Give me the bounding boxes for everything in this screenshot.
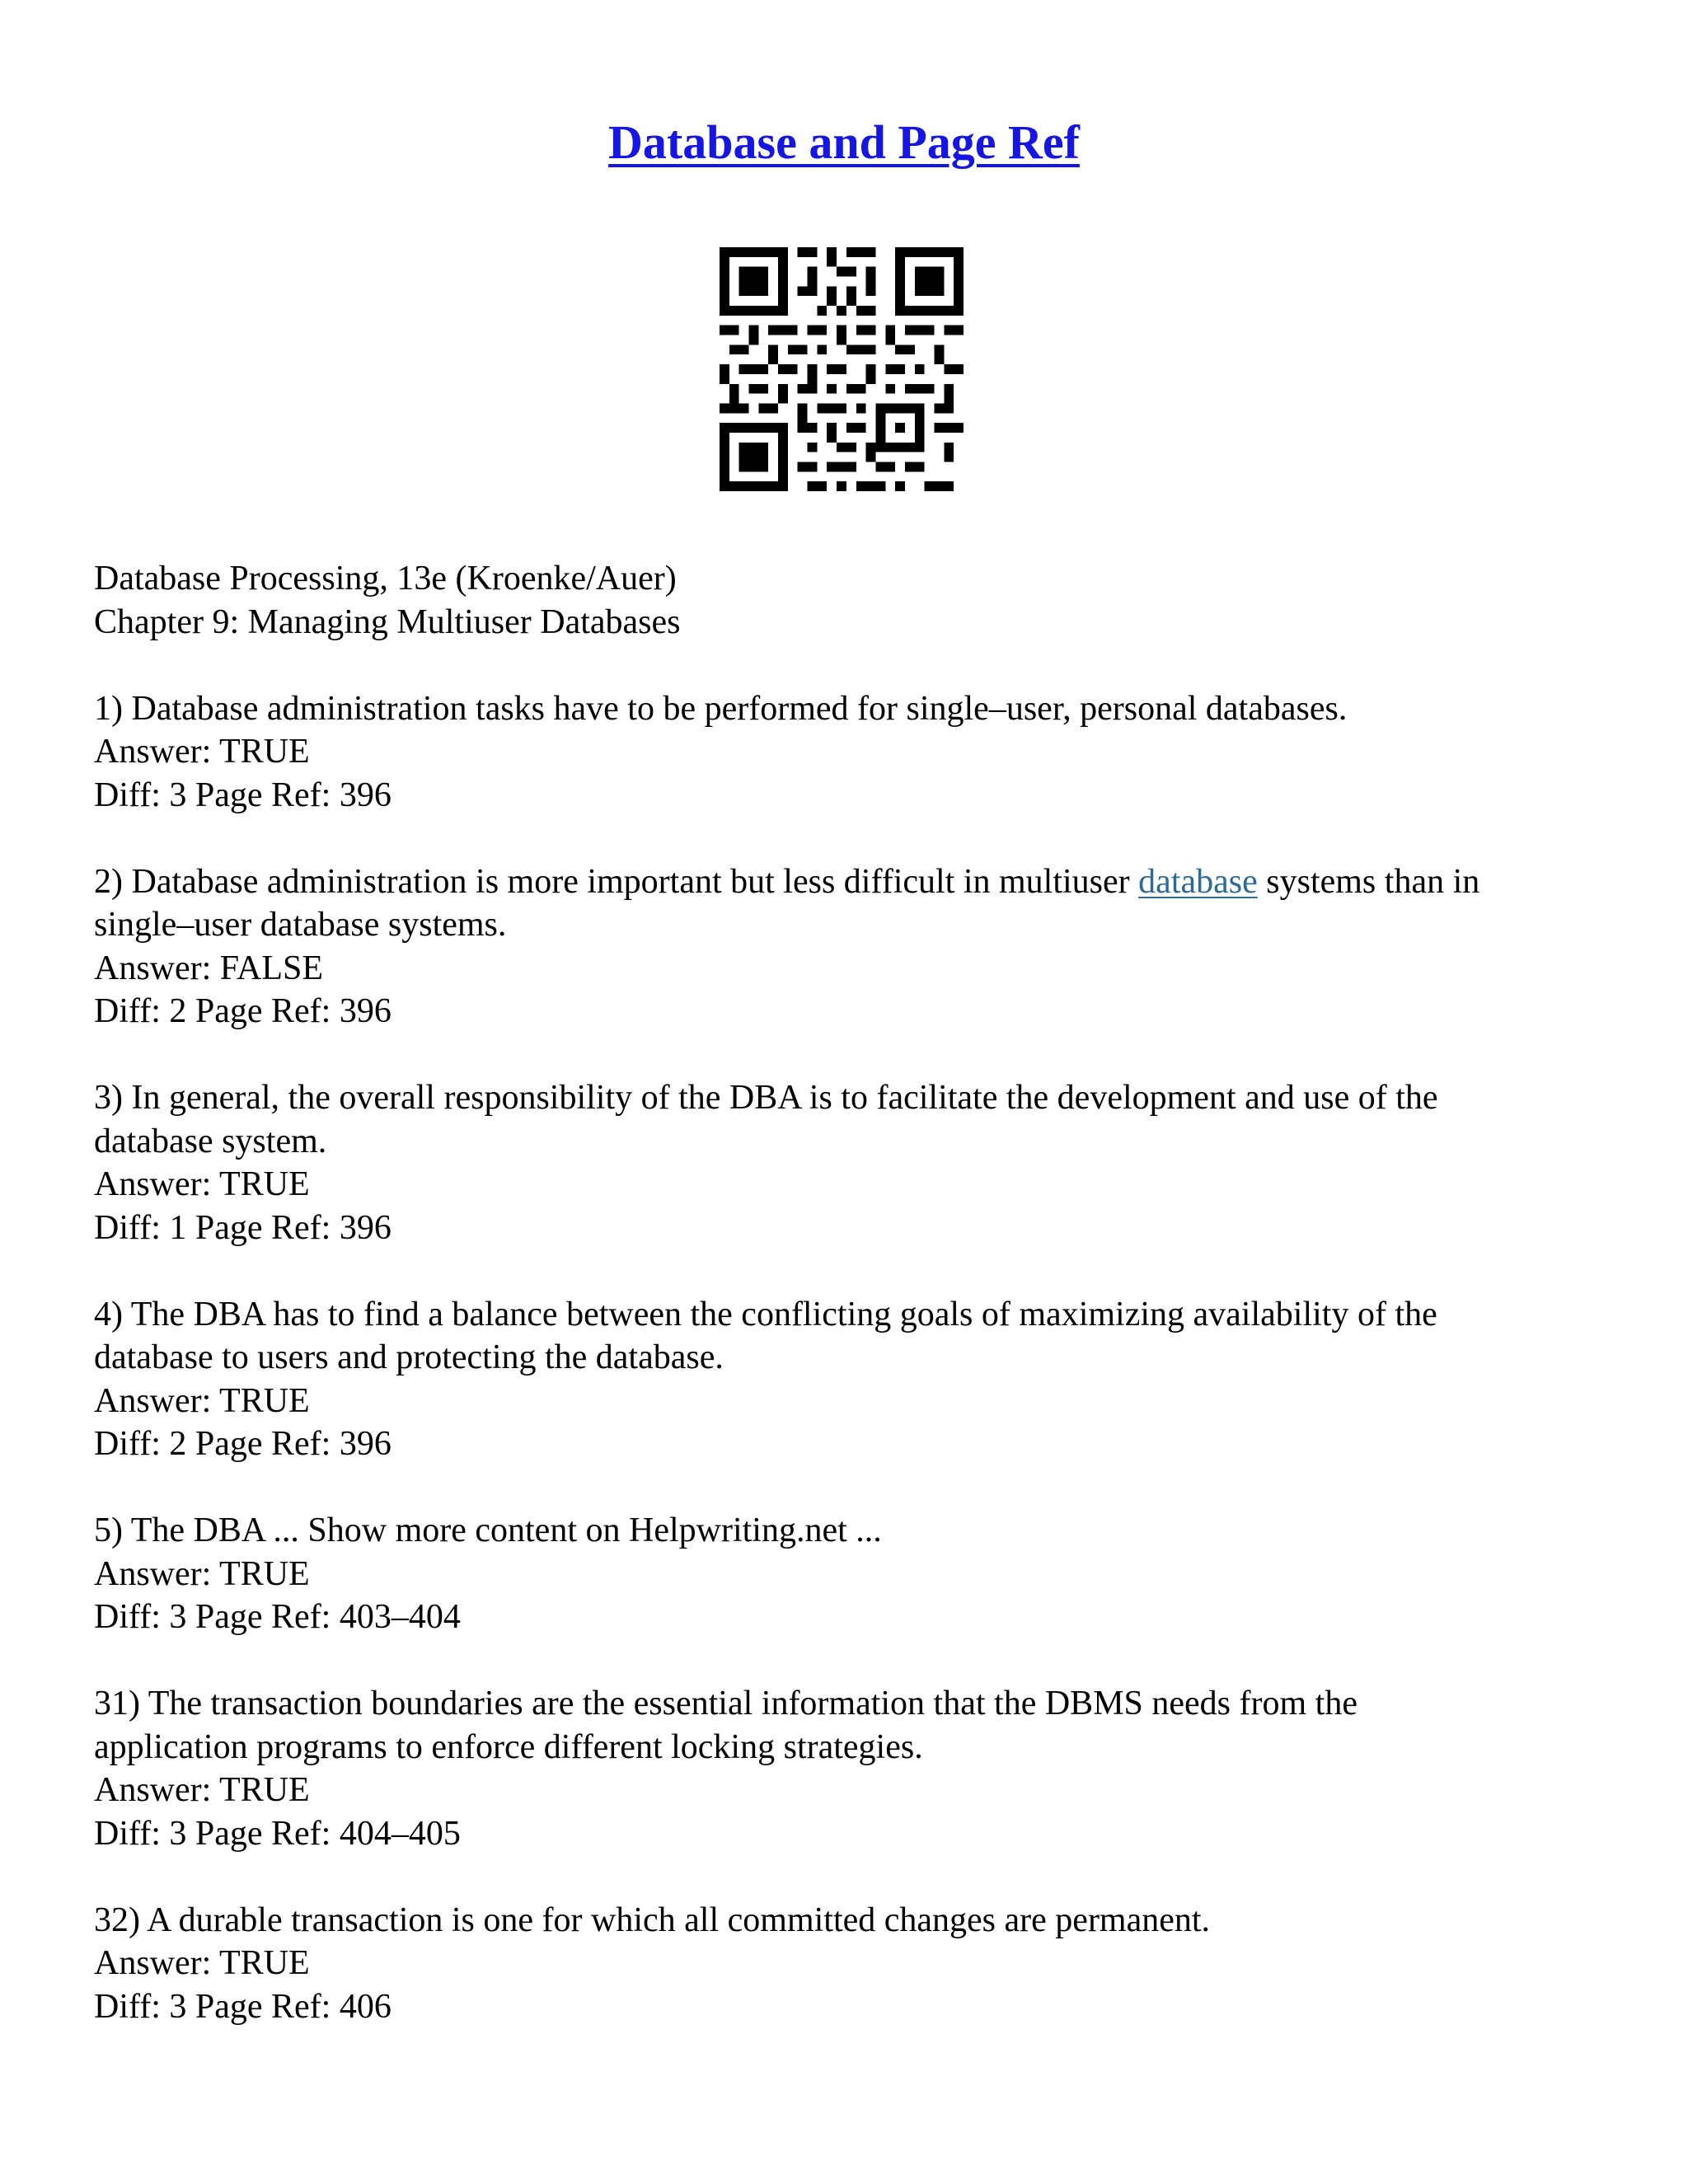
question-text-part: systems than in	[1257, 862, 1480, 901]
question-text: single–user database systems.	[94, 906, 507, 944]
question-text	[94, 860, 1602, 904]
title-link[interactable]: Database and Page Ref	[608, 115, 1080, 169]
difficulty-pageref: Diff: 1 Page Ref: 396	[94, 1208, 392, 1247]
answer-text: Answer: TRUE	[94, 1554, 310, 1593]
question-item	[94, 1293, 1602, 1466]
database-link[interactable]: database	[1138, 862, 1258, 901]
difficulty-pageref: Diff: 3 Page Ref: 406	[94, 1987, 392, 2026]
question-text-part: 2) Database administration is more important but less difficult in multiuser	[94, 862, 1139, 901]
question-item	[94, 1076, 1602, 1249]
question-text: 31) The transaction boundaries are the essential information that the DBMS needs from the	[94, 1685, 1357, 1722]
difficulty-pageref: Diff: 3 Page Ref: 404–405	[94, 1814, 461, 1853]
qr-code-icon	[720, 247, 964, 491]
question-text: 3) In general, the overall responsibility of the DBA is to facilitate the development and use of the	[94, 1079, 1438, 1117]
difficulty-pageref: Diff: 3 Page Ref: 403–404	[94, 1598, 461, 1636]
question-text: 32) A durable transaction is one for which all committed changes are permanent.	[94, 1900, 1211, 1939]
question-text: 4) The DBA has to find a balance between the conflicting goals of maximizing availability of the	[94, 1295, 1437, 1333]
difficulty-pageref: Diff: 3 Page Ref: 396	[94, 776, 392, 814]
question-item	[94, 860, 1602, 1033]
question-item	[94, 1682, 1602, 1855]
chapter-title: Chapter 9: Managing Multiuser Databases	[94, 602, 681, 641]
answer-text: Answer: TRUE	[94, 733, 310, 771]
book-title: Database Processing, 13e (Kroenke/Auer)	[94, 560, 677, 598]
answer-text: Answer: TRUE	[94, 1771, 310, 1809]
difficulty-pageref: Diff: 2 Page Ref: 396	[94, 1425, 392, 1463]
question-text: application programs to enforce different locking strategies.	[94, 1727, 923, 1766]
question-text: database to users and protecting the database.	[94, 1338, 724, 1376]
answer-text: Answer: TRUE	[94, 1944, 310, 1982]
answer-text: Answer: TRUE	[94, 1165, 310, 1203]
difficulty-pageref: Diff: 2 Page Ref: 396	[94, 992, 392, 1030]
page-title	[0, 114, 1688, 171]
question-item	[94, 1899, 1602, 2029]
question-text: 5) The DBA ... Show more content on Helpwriting.net ...	[94, 1511, 882, 1549]
answer-text: Answer: TRUE	[94, 1381, 310, 1420]
question-item	[94, 687, 1602, 818]
question-text: database system.	[94, 1122, 327, 1160]
answer-text: Answer: FALSE	[94, 949, 324, 987]
question-item	[94, 1509, 1602, 1639]
document-body	[94, 557, 1602, 2028]
question-text: 1) Database administration tasks have to be performed for single–user, personal databases.	[94, 689, 1348, 728]
